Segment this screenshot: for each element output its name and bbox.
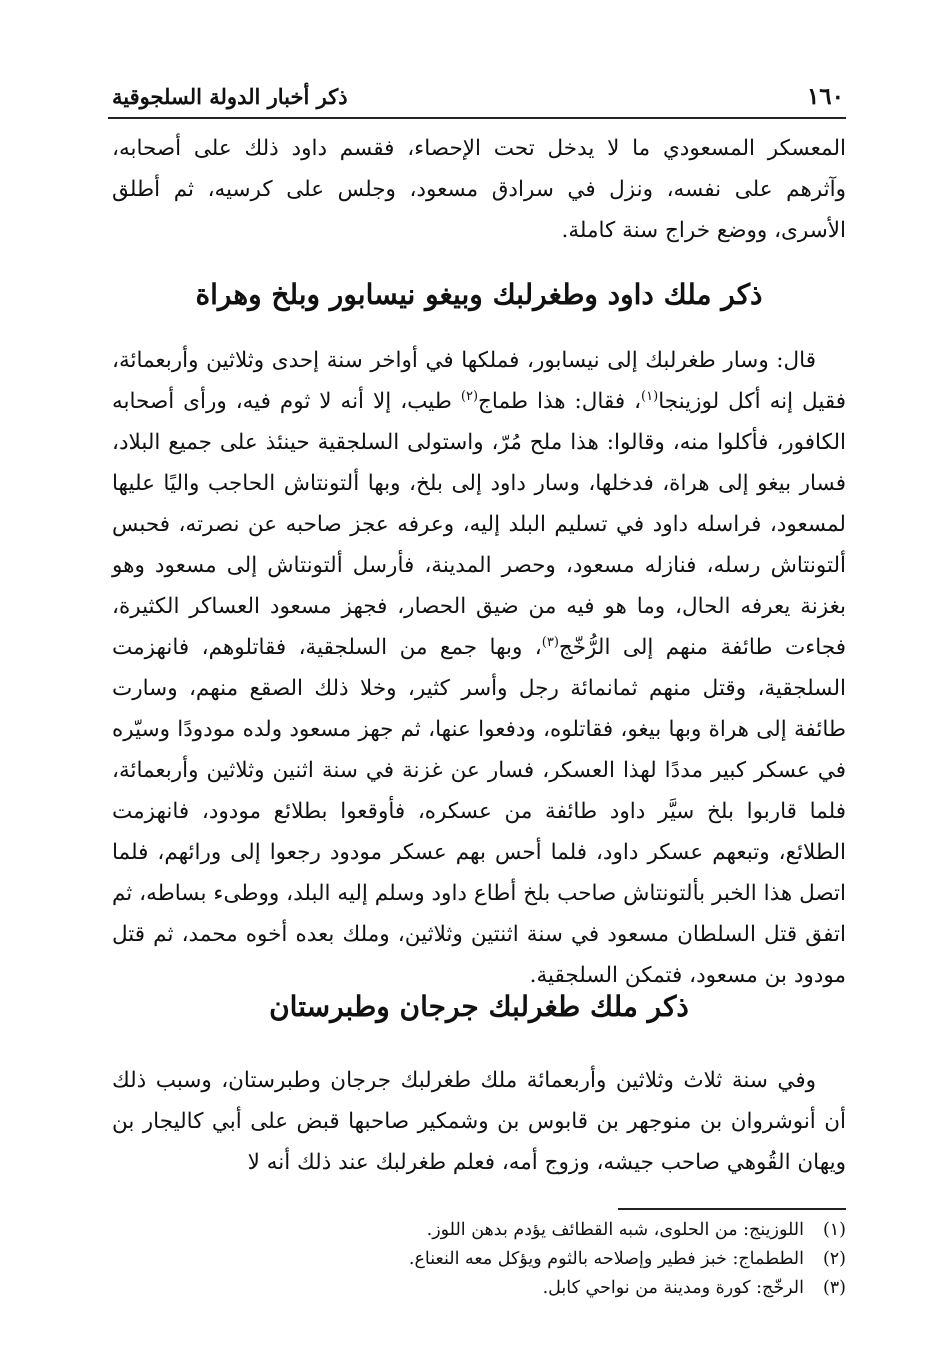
page-header	[112, 78, 844, 114]
section-1-text-a: قال: وسار طغرلبك إلى نيسابور، فملكها في أواخر سنة إحدى وثلاثين وأربعمائة، فقيل إنه أكل لوزينجا	[112, 348, 846, 414]
footnote-ref-3: (٣)	[541, 634, 559, 650]
footnote	[112, 1274, 846, 1303]
footnote	[112, 1216, 846, 1245]
footnote-text: اللوزينج: من الحلوى، شبه القطائف يؤدم بدهن اللوز.	[426, 1220, 804, 1240]
footnotes	[112, 1216, 846, 1303]
section-1-text-c: طيب، إلا أنه لا ثوم فيه، ورأى أصحابه الكافور، فأكلوا منه، وقالوا: هذا ملح مُرّ، واستولى السلجقية حينئذ على جميع البلاد، فسار بيغو إلى هراة، فدخلها، وسار داود إلى بلخ، وبها ألتونتاش الحاجب واليًا عليها لمسعود، فراسله داود في تسليم البلد إليه، وعرفه عجز صاحبه عن نصرته، فحبس ألتونتاش رسله، فنازله مسعود، وحصر المدينة، فأرسل ألتونتاش إلى مسعود وهو بغزنة يعرفه الحال، وما هو فيه من ضيق الحصار، فجهز مسعود العساكر الكثيرة، فجاءت طائفة منهم إلى الرُّخّج	[112, 389, 847, 660]
footnote-ref-2: (٢)	[460, 388, 479, 404]
section-2-paragraph: وفي سنة ثلاث وثلاثين وأربعمائة ملك طغرلبك جرجان وطبرستان، وسبب ذلك أن أنوشروان بن منوجهر بن قابوس بن وشمكير صاحبها قبض على أبي كاليجار بن ويهان القُوهي صاحب جيشه، وزوج أمه، فعلم طغرلبك عند ذلك أنه لا	[112, 1068, 846, 1175]
footnote-number: (١)	[822, 1220, 846, 1240]
intro-text	[112, 128, 846, 251]
section-1-text-b: ، فقال: هذا طماج	[478, 389, 642, 414]
section-2-body	[112, 1060, 846, 1183]
header-divider	[108, 117, 846, 119]
section-2-heading: ذكر ملك طغرلبك جرجان وطبرستان	[269, 990, 689, 1023]
footnote	[112, 1245, 846, 1274]
section-1-text-d: ، وبها جمع من السلجقية، فقاتلوهم، فانهزمت السلجقية، وقتل منهم ثمانمائة رجل وأسر كثير، وخلا ذلك الصقع منهم، وسارت طائفة إلى هراة وبها بيغو، فقاتلوه، ودفعوا عنها، ثم جهز مسعود ولده مودودًا وسيّره في عسكر كبير مددًا لهذا العسكر، فسار عن غزنة في سنة اثنين وثلاثين وأربعمائة، فلما قاربوا بلخ سيَّر داود طائفة من عسكره، فأوقعوا بطلائع مودود، فانهزمت الطلائع، وتبعهم عسكر داود، فلما أحس بهم عسكر مودود رجعوا إلى ورائهم، فلما اتصل هذا الخبر بألتونتاش صاحب بلخ أطاع داود وسلم إليه البلد، ووطىء بساطه، ثم اتفق قتل السلطان مسعود في سنة اثنتين وثلاثين، وملك بعده أخوه محمد، ثم قتل مودود بن مسعود، فتمكن السلجقية.	[112, 635, 846, 988]
section-1-paragraph	[112, 340, 846, 996]
running-title: ذكر أخبار الدولة السلجوقية	[112, 83, 348, 109]
footnote-divider	[618, 1208, 846, 1210]
footnote-number: (٣)	[822, 1278, 846, 1298]
footnote-text: الططماج: خبز فطير وإصلاحه بالثوم ويؤكل معه النعناع.	[408, 1249, 804, 1269]
footnote-ref-1: (١)	[641, 388, 659, 404]
footnote-text: الرخّج: كورة ومدينة من نواحي كابل.	[542, 1278, 804, 1298]
section-1-body	[112, 340, 846, 996]
footnote-number: (٢)	[822, 1249, 846, 1269]
intro-paragraph: المعسكر المسعودي ما لا يدخل تحت الإحصاء، فقسم داود ذلك على أصحابه، وآثرهم على نفسه، ونزل في سرادق مسعود، وجلس على كرسيه، ثم أطلق الأسرى، ووضع خراج سنة كاملة.	[112, 136, 846, 243]
section-1-heading: ذكر ملك داود وطغرلبك وبيغو نيسابور وبلخ وهراة	[195, 278, 763, 311]
page-number: ١٦٠	[806, 82, 844, 110]
